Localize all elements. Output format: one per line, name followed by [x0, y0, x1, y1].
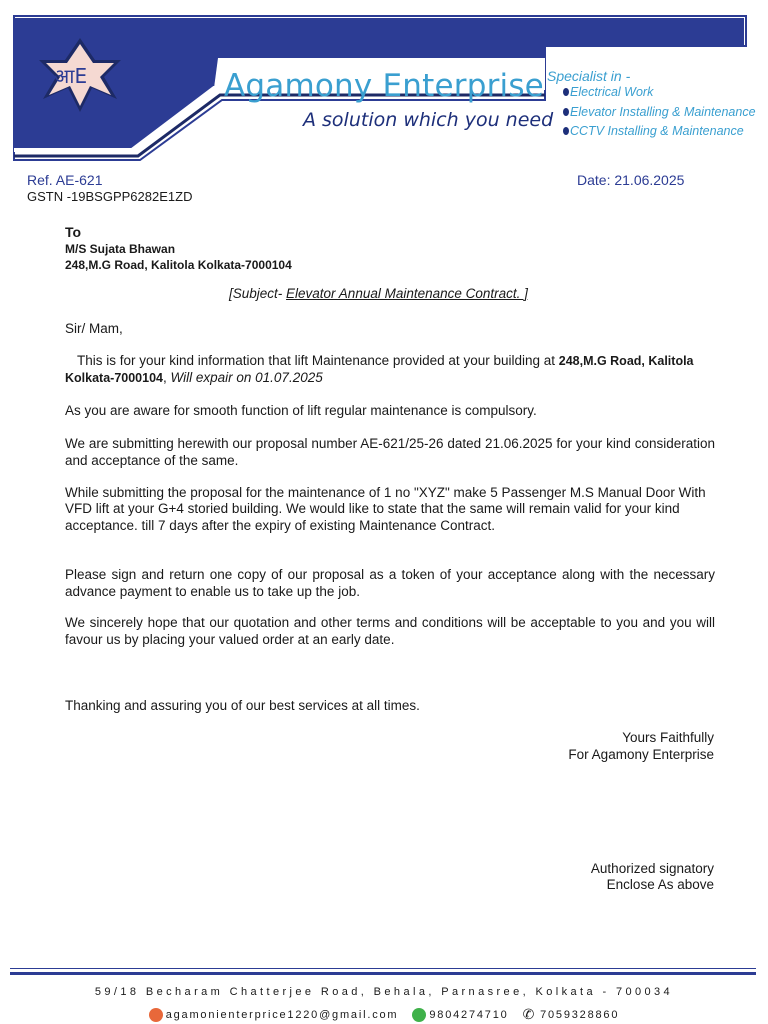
recipient-address: 248,M.G Road, Kalitola Kolkata-7000104: [65, 258, 292, 272]
paragraph-3: We are submitting herewith our proposal number AE-621/25-26 dated 21.06.2025 for your kind consideration and acceptance of the same.: [65, 436, 715, 468]
footer-phone-1[interactable]: 9804274710: [429, 1008, 509, 1021]
specialist-title: Specialist in -: [547, 68, 631, 84]
closing-company: For Agamony Enterprise: [568, 747, 714, 762]
letter-date: Date: 21.06.2025: [577, 172, 685, 188]
footer-email[interactable]: agamonienterprice1220@gmail.com: [165, 1008, 399, 1021]
email-icon: [149, 1008, 163, 1022]
paragraph-2: As you are aware for smooth function of lift regular maintenance is compulsory.: [65, 403, 537, 418]
paragraph-1-line-2: Kolkata-7000104, Will expair on 01.07.2025: [65, 370, 323, 385]
bullet-icon: [563, 108, 569, 116]
paragraph-6: We sincerely hope that our quotation and other terms and conditions will be acceptable to you and you will favour us by placing your valued order at an early date.: [65, 615, 715, 647]
paragraph-4-line-2: VFD lift at your G+4 storied building. We would like to state that the same will remain valid for your kind: [65, 501, 680, 516]
company-name: Agamony Enterprise: [224, 68, 544, 104]
to-label: To: [65, 224, 82, 240]
salutation: Sir/ Mam,: [65, 321, 123, 336]
company-tagline: A solution which you need: [303, 109, 554, 131]
authorized-signatory: Authorized signatory: [590, 861, 714, 876]
footer-address: 59/18 Becharam Chatterjee Road, Behala, Parnasree, Kolkata - 700034: [94, 986, 674, 998]
closing-yours-faithfully: Yours Faithfully: [622, 730, 714, 745]
bullet-icon: [563, 88, 569, 96]
whatsapp-icon: [412, 1008, 426, 1022]
footer-phone-2[interactable]: 7059328860: [540, 1008, 620, 1021]
paragraph-1-line-1: This is for your kind information that lift Maintenance provided at your building at 248,M.G Road, Kalitola: [77, 353, 694, 368]
footer-divider: [10, 968, 756, 969]
specialist-item: Elevator Installing & Maintenance: [563, 105, 756, 119]
gstn-number: GSTN -19BSGPP6282E1ZD: [27, 189, 193, 204]
paragraph-7: Thanking and assuring you of our best services at all times.: [65, 698, 420, 713]
recipient-name: M/S Sujata Bhawan: [65, 242, 176, 256]
phone-icon: ✆: [522, 1006, 537, 1022]
reference-number: Ref. AE-621: [27, 172, 103, 188]
footer-divider-thick: [10, 972, 756, 975]
bullet-icon: [563, 127, 569, 135]
footer-contact: [0, 1006, 768, 1023]
enclosure-note: Enclose As above: [606, 877, 714, 892]
subject-line: [Subject- Elevator Annual Maintenance Contract. ]: [229, 286, 528, 301]
paragraph-5: Please sign and return one copy of our proposal as a token of your acceptance along with the necessary advance payment to enable us to take up the job.: [65, 567, 715, 599]
paragraph-4-line-3: acceptance. till 7 days after the expiry of existing Maintenance Contract.: [65, 518, 495, 533]
logo-text: आE: [54, 64, 88, 88]
specialist-item: Electrical Work: [563, 85, 653, 99]
paragraph-4-line-1: While submitting the proposal for the maintenance of 1 no "XYZ" make 5 Passenger M.S Manual Door With: [65, 485, 706, 500]
specialist-item: CCTV Installing & Maintenance: [563, 124, 744, 138]
